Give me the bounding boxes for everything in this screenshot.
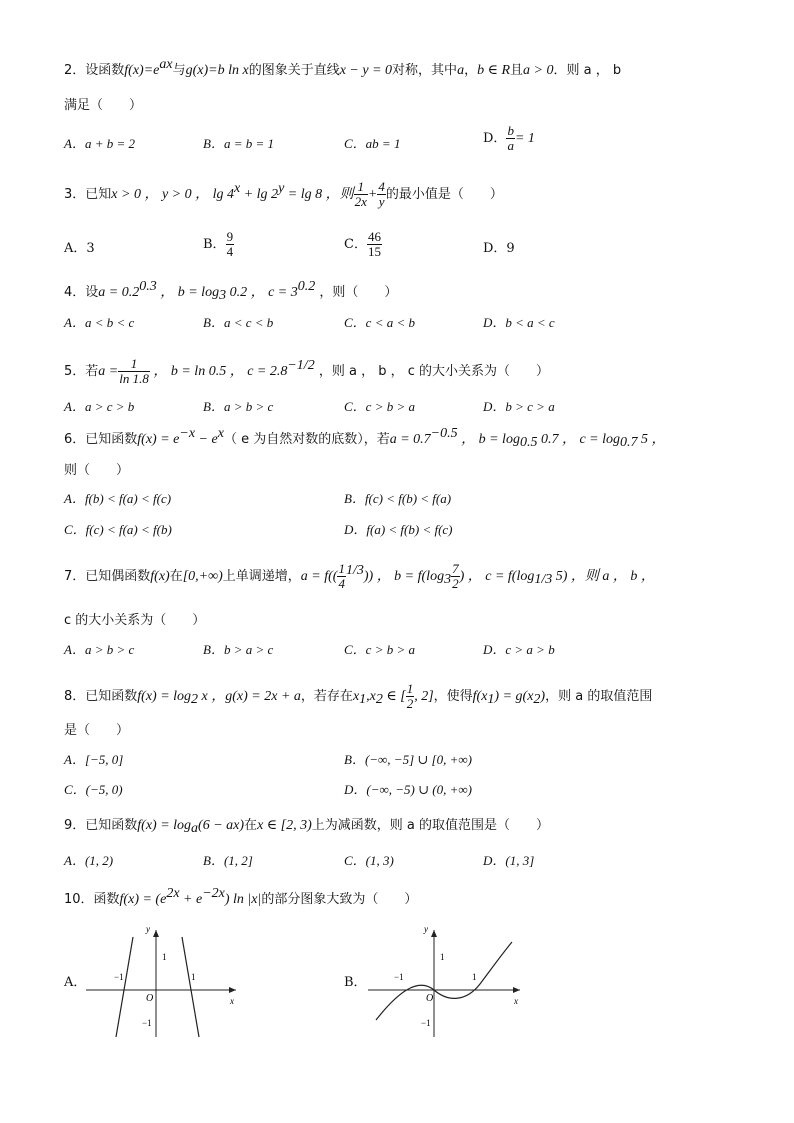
- frac-num: 4: [378, 179, 385, 194]
- q9-option-c: C．(1, 3): [344, 853, 394, 868]
- q10-exp: −2x: [202, 886, 225, 901]
- q2-option-d: [483, 124, 535, 153]
- q10-option-b-label: B．: [344, 975, 367, 990]
- q9-f-sub: a: [191, 821, 199, 836]
- q3-option-c-label: C．: [344, 237, 367, 252]
- origin-label: O: [426, 993, 434, 1004]
- frac-den: 15: [367, 244, 381, 259]
- curve-right: [182, 937, 199, 1037]
- q10-graph-a: [86, 922, 246, 1042]
- q6-exp: x: [217, 426, 224, 441]
- frac-den: 2x: [354, 194, 367, 209]
- y-tick-1: 1: [162, 952, 167, 962]
- q8-g: g(x) = 2x + a: [225, 689, 301, 704]
- q7-b-frac: [451, 562, 460, 591]
- q6-b: ， b = log: [457, 432, 520, 447]
- q5-a-frac: [118, 357, 150, 386]
- q7-a-frac: [337, 562, 346, 591]
- q4-text: ，则（ ）: [315, 285, 398, 300]
- x-arrow-icon: [513, 987, 520, 993]
- q3-option-d: D．9: [483, 241, 515, 256]
- q4-stem: [64, 279, 398, 303]
- q8-x3: ∈ [: [382, 689, 406, 704]
- q6-f: f(x) = e: [137, 432, 180, 447]
- q2-f-exp: ax: [159, 57, 173, 72]
- q6-option-d: D．f(a) < f(b) < f(c): [344, 522, 453, 537]
- q2-text: 的图象关于直线: [248, 63, 340, 78]
- q6-option-a: A．f(b) < f(a) < f(c): [64, 491, 172, 506]
- q9-option-d: D．(1, 3]: [483, 853, 535, 868]
- q8-text: ，使得: [433, 689, 473, 704]
- q2-a-gt-0: a > 0: [523, 63, 554, 78]
- q9-f: f(x) = log: [137, 818, 192, 833]
- y-arrow-icon: [431, 930, 437, 937]
- q5-option-c: C．c > b > a: [344, 399, 415, 414]
- q8-sub: 2: [375, 692, 383, 707]
- q3-cond: = lg 8 ，则: [284, 187, 354, 202]
- q2-text: 与: [172, 63, 186, 78]
- q8-stem-cont: 是（ ）: [64, 723, 130, 738]
- q4-b2: 0.2 ， c = 3: [226, 285, 298, 300]
- q7-c2: 5) ，则 a ， b ，: [552, 569, 655, 584]
- frac-den: ln 1.8: [119, 371, 149, 386]
- q7-number: 7．已知偶函数: [64, 569, 151, 584]
- q7-interval: [0,+∞): [182, 569, 223, 584]
- q2-stem: [64, 57, 622, 80]
- q8-sub: 1: [487, 692, 495, 707]
- q6-c2: 5 ，: [637, 432, 666, 447]
- frac-den: y: [378, 194, 385, 209]
- q6-exp: −x: [179, 426, 196, 441]
- q9-text: 在: [244, 818, 258, 833]
- q8-number: 8．已知函数: [64, 689, 138, 704]
- q8-frac: [406, 682, 415, 711]
- q9-number: 9．已知函数: [64, 818, 138, 833]
- frac-den: 2: [406, 696, 414, 711]
- q8-x2: ,x: [366, 689, 376, 704]
- q7-option-d: D．c > a > b: [483, 642, 555, 657]
- q6-option-b: B．f(c) < f(b) < f(a): [344, 491, 452, 506]
- q2-b-in-r: b ∈ R: [477, 63, 510, 78]
- q7-option-a: A．a > b > c: [64, 642, 135, 657]
- q6-c-sub: 0.7: [620, 435, 638, 450]
- x-tick-1: 1: [191, 972, 196, 982]
- q3-text: 的最小值是（ ）: [385, 187, 503, 202]
- origin-label: O: [146, 993, 154, 1004]
- q7-option-c: C．c > b > a: [344, 642, 415, 657]
- q7-c: ， c = f(log: [464, 569, 535, 584]
- q6-option-c: C．f(c) < f(a) < f(b): [64, 522, 172, 537]
- q2-text: 且: [510, 63, 524, 78]
- frac-den: a: [507, 138, 514, 153]
- q6-note: （ e 为自然对数的底数），若: [223, 432, 390, 447]
- frac-num: 46: [367, 229, 381, 244]
- q3-cond: + lg 2: [240, 187, 279, 202]
- q8-option-d: D．(−∞, −5) ∪ (0, +∞): [344, 782, 472, 797]
- q6-stem: [64, 426, 666, 450]
- frac-den: 4: [226, 244, 234, 259]
- q3-stem: [64, 180, 503, 209]
- q2-option-d-tail: = 1: [514, 131, 535, 146]
- q6-a-exp: −0.5: [430, 426, 458, 441]
- q7-stem: [64, 562, 655, 591]
- q2-line-expr: x − y = 0: [339, 63, 393, 78]
- q6-number: 6．已知函数: [64, 432, 138, 447]
- q3-number: 3．已知: [64, 187, 112, 202]
- q8-sub: 2: [533, 692, 541, 707]
- q7-c-sub: 1/3: [534, 572, 553, 587]
- q9-option-b: B．(1, 2]: [203, 853, 253, 868]
- q3-option-c: [344, 230, 382, 259]
- q6-stem-cont: 则（ ）: [64, 463, 130, 478]
- q3-frac-1: [354, 180, 368, 209]
- q7-a: a = f((: [300, 569, 338, 584]
- q10-option-a-label: A．: [64, 975, 87, 990]
- q4-a-exp: 0.3: [139, 279, 157, 294]
- x-tick-neg1: −1: [394, 972, 404, 982]
- q2-stem-cont: 满足（ ）: [64, 98, 143, 113]
- q8-option-c: C．(−5, 0): [64, 782, 123, 797]
- q2-option-a: A．a + b = 2: [64, 136, 135, 151]
- q2-g-expr: g(x)=b ln x: [185, 63, 249, 78]
- q2-number: 2．设函数: [64, 63, 125, 78]
- q5-c-exp: −1/2: [287, 358, 315, 373]
- q7-a2: )): [363, 569, 374, 584]
- x-label: x: [230, 996, 234, 1006]
- q8-option-a: A．[−5, 0]: [64, 752, 124, 767]
- q7-text: 在: [169, 569, 183, 584]
- q7-b2: ): [459, 569, 465, 584]
- q5-stem: [64, 357, 549, 386]
- q7-text: 上单调递增，: [222, 569, 301, 584]
- q4-c-exp: 0.2: [297, 279, 316, 294]
- q7-f: f(x): [150, 569, 170, 584]
- q8-x4: , 2]: [414, 689, 434, 704]
- q8-x: x: [352, 689, 360, 704]
- y-tick-1: 1: [440, 952, 445, 962]
- frac-num: 1: [354, 180, 368, 195]
- q5-a: a =: [98, 364, 119, 379]
- q10-exp: 2x: [166, 886, 180, 901]
- y-label: y: [146, 924, 150, 934]
- q8-sub: 1: [359, 692, 367, 707]
- q10-f3: ) ln |x|: [224, 892, 262, 907]
- q9-text: 上为减函数，则 a 的取值范围是（ ）: [311, 818, 549, 833]
- q5-option-d: D．b > c > a: [483, 399, 555, 414]
- y-arrow-icon: [153, 930, 159, 937]
- q3-sup: y: [278, 181, 285, 196]
- q7-stem-cont: c 的大小关系为（ ）: [64, 613, 206, 628]
- x-label: x: [514, 996, 518, 1006]
- frac-num: 1: [338, 561, 345, 576]
- q7-a-exp: 1/3: [345, 563, 364, 578]
- q6-f2: − e: [195, 432, 218, 447]
- q8-text: ，则 a 的取值范围: [545, 689, 653, 704]
- curve-left: [116, 937, 133, 1037]
- q8-text: ，若存在: [300, 689, 353, 704]
- q8-eq: f(x: [472, 689, 488, 704]
- q2-option-d-frac: [506, 124, 515, 153]
- y-tick-neg1: −1: [142, 1018, 152, 1028]
- q8-eq3: ): [540, 689, 546, 704]
- q3-option-b-frac: [226, 230, 235, 259]
- q10-f: f(x) = (e: [119, 892, 167, 907]
- q4-b-sub: 3: [219, 288, 227, 303]
- q7-b-sub: 3: [444, 572, 452, 587]
- q5-text: ，则 a ， b ， c 的大小关系为（ ）: [314, 364, 549, 379]
- q8-eq2: ) = g(x: [494, 689, 534, 704]
- frac-num: 1: [406, 681, 414, 696]
- q3-sup: x: [234, 181, 241, 196]
- q5-option-a: A．a > c > b: [64, 399, 135, 414]
- q2-text: ．则 a ， b: [553, 63, 622, 78]
- q4-option-b: B．a < c < b: [203, 315, 274, 330]
- q6-a: a = 0.7: [389, 432, 431, 447]
- x-tick-1: 1: [472, 972, 477, 982]
- q3-option-b-label: B．: [203, 237, 226, 252]
- q2-f-expr: f(x)=e: [124, 63, 160, 78]
- q5-option-b: B．a > b > c: [203, 399, 274, 414]
- q4-option-d: D．b < a < c: [483, 315, 555, 330]
- q8-f: f(x) = log: [137, 689, 192, 704]
- q4-b: ， b = log: [156, 285, 220, 300]
- q4-option-a: A．a < b < c: [64, 315, 135, 330]
- q3-frac-2: [377, 180, 386, 209]
- frac-num: 7: [452, 561, 459, 576]
- q10-stem: [64, 886, 418, 909]
- q10-graph-b: [368, 922, 528, 1042]
- q2-option-b: B．a = b = 1: [203, 136, 274, 151]
- q9-f2: (6 − ax): [198, 818, 245, 833]
- q2-option-d-label: D．: [483, 131, 507, 146]
- q5-b: ， b = ln 0.5 ， c = 2.8: [149, 364, 288, 379]
- q7-option-b: B．b > a > c: [203, 642, 274, 657]
- q10-text: 的部分图象大致为（ ）: [261, 892, 418, 907]
- q2-option-c: C．ab = 1: [344, 136, 401, 151]
- q4-option-c: C．c < a < b: [344, 315, 415, 330]
- frac-den: 4: [338, 576, 345, 591]
- frac-num: b: [507, 123, 514, 138]
- q3-option-c-frac: [367, 230, 382, 259]
- q6-b-sub: 0.5: [519, 435, 538, 450]
- y-tick-neg1: −1: [421, 1018, 431, 1028]
- frac-num: 1: [118, 357, 150, 372]
- frac-num: 9: [226, 229, 234, 244]
- x-arrow-icon: [229, 987, 236, 993]
- q2-text: 对称，其中: [392, 63, 458, 78]
- q6-b2: 0.7 ， c = log: [537, 432, 621, 447]
- q9-domain: x ∈ [2, 3): [257, 818, 312, 833]
- y-label: y: [424, 924, 428, 934]
- q3-option-a: A．3: [64, 241, 95, 256]
- x-tick-neg1: −1: [114, 972, 124, 982]
- q9-stem: [64, 817, 549, 835]
- q4-a: a = 0.2: [98, 285, 140, 300]
- q3-plus: +: [367, 187, 378, 202]
- frac-den: 2: [452, 576, 459, 591]
- q2-comma: ，: [464, 63, 478, 78]
- q8-f2: x ，: [198, 689, 226, 704]
- q4-number: 4．设: [64, 285, 99, 300]
- q10-number: 10．函数: [64, 892, 120, 907]
- q3-option-b: [203, 230, 234, 259]
- q10-f2: + e: [179, 892, 203, 907]
- q5-number: 5．若: [64, 364, 99, 379]
- q7-b: ， b = f(log: [373, 569, 445, 584]
- q8-stem: [64, 682, 652, 711]
- q3-cond: x > 0 ， y > 0 ， lg 4: [111, 187, 234, 202]
- q9-option-a: A．(1, 2): [64, 853, 114, 868]
- q8-f-sub: 2: [191, 692, 199, 707]
- q8-option-b: B．(−∞, −5] ∪ [0, +∞): [344, 752, 472, 767]
- q2-a: a: [457, 63, 465, 78]
